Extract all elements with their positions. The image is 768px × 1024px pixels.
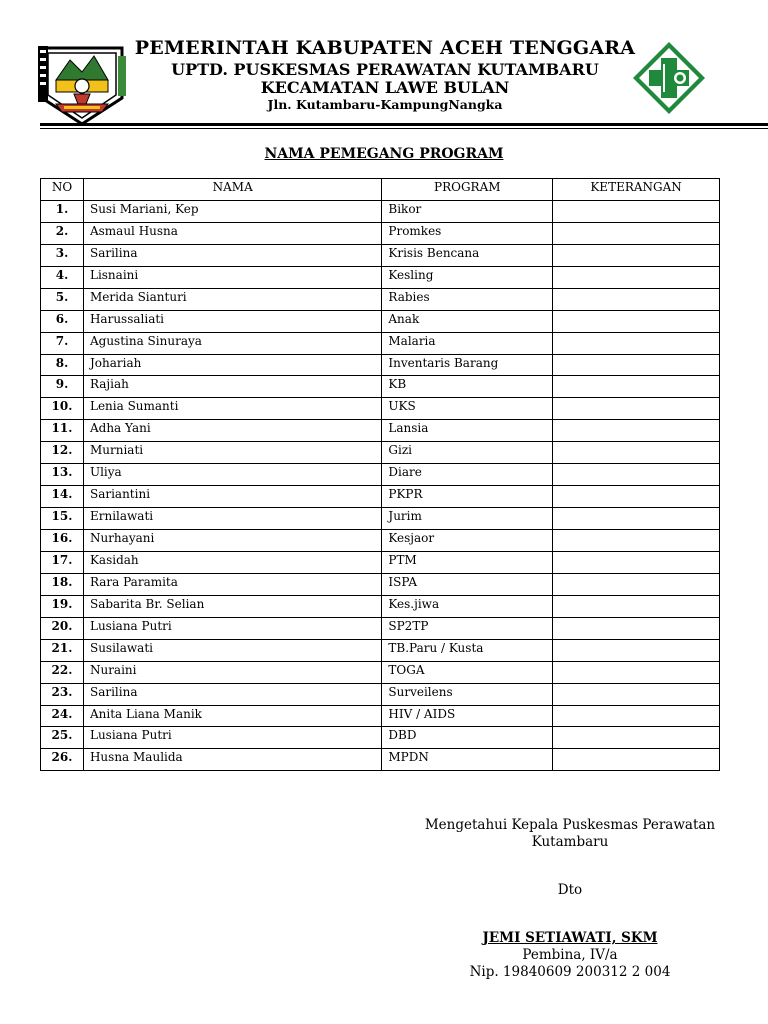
cell-nama: Harussaliati xyxy=(83,310,381,332)
table-row xyxy=(41,310,720,332)
cell-program: PKPR xyxy=(382,486,553,508)
table-row xyxy=(41,398,720,420)
signature-acknowledgement: Mengetahui Kepala Puskesmas Perawatan xyxy=(424,817,716,833)
cell-keterangan xyxy=(553,288,720,310)
cell-keterangan xyxy=(553,222,720,244)
cell-no: 25. xyxy=(41,727,84,749)
cell-nama: Sabarita Br. Selian xyxy=(83,595,381,617)
cell-program: TOGA xyxy=(382,661,553,683)
cell-program: Inventaris Barang xyxy=(382,354,553,376)
cell-no: 7. xyxy=(41,332,84,354)
cell-keterangan xyxy=(553,420,720,442)
cell-program: Diare xyxy=(382,464,553,486)
cell-keterangan xyxy=(553,508,720,530)
cell-keterangan xyxy=(553,573,720,595)
cell-program: Gizi xyxy=(382,442,553,464)
cell-keterangan xyxy=(553,749,720,771)
cell-program: Kesjaor xyxy=(382,530,553,552)
cell-keterangan xyxy=(553,200,720,222)
cell-keterangan xyxy=(553,310,720,332)
cell-program: Surveilens xyxy=(382,683,553,705)
cell-program: KB xyxy=(382,376,553,398)
cell-program: MPDN xyxy=(382,749,553,771)
cell-no: 17. xyxy=(41,551,84,573)
cell-nama: Anita Liana Manik xyxy=(83,705,381,727)
cell-no: 21. xyxy=(41,639,84,661)
header-government: PEMERINTAH KABUPATEN ACEH TENGGARA xyxy=(134,37,636,59)
cell-keterangan xyxy=(553,705,720,727)
cell-nama: Susilawati xyxy=(83,639,381,661)
cell-nama: Sarilina xyxy=(83,683,381,705)
cell-keterangan xyxy=(553,376,720,398)
column-header-no: NO xyxy=(41,179,84,201)
header-divider-thick xyxy=(40,123,768,126)
table-row xyxy=(41,266,720,288)
table-row xyxy=(41,508,720,530)
cell-nama: Nuraini xyxy=(83,661,381,683)
table-row xyxy=(41,222,720,244)
cell-nama: Lusiana Putri xyxy=(83,617,381,639)
table-row xyxy=(41,617,720,639)
header-institution: UPTD. PUSKESMAS PERAWATAN KUTAMBARU xyxy=(171,60,599,79)
cell-no: 11. xyxy=(41,420,84,442)
cell-program: Promkes xyxy=(382,222,553,244)
cell-keterangan xyxy=(553,639,720,661)
document-title: NAMA PEMEGANG PROGRAM xyxy=(264,146,504,162)
cell-no: 10. xyxy=(41,398,84,420)
cell-program: Malaria xyxy=(382,332,553,354)
table-row xyxy=(41,661,720,683)
cell-nama: Murniati xyxy=(83,442,381,464)
cell-no: 4. xyxy=(41,266,84,288)
cell-keterangan xyxy=(553,727,720,749)
cell-no: 8. xyxy=(41,354,84,376)
cell-keterangan xyxy=(553,683,720,705)
signatory-rank: Pembina, IV/a xyxy=(522,947,618,963)
cell-program: SP2TP xyxy=(382,617,553,639)
table-row xyxy=(41,420,720,442)
table-row xyxy=(41,749,720,771)
cell-program: Krisis Bencana xyxy=(382,244,553,266)
cell-program: HIV / AIDS xyxy=(382,705,553,727)
cell-no: 13. xyxy=(41,464,84,486)
table-row xyxy=(41,332,720,354)
cell-nama: Adha Yani xyxy=(83,420,381,442)
table-row xyxy=(41,464,720,486)
signatory-name: JEMI SETIAWATI, SKM xyxy=(482,930,658,946)
header-address: Jln. Kutambaru-KampungNangka xyxy=(267,97,503,112)
cell-no: 16. xyxy=(41,530,84,552)
table-row xyxy=(41,573,720,595)
cell-nama: Johariah xyxy=(83,354,381,376)
cell-no: 6. xyxy=(41,310,84,332)
cell-nama: Lisnaini xyxy=(83,266,381,288)
cell-keterangan xyxy=(553,398,720,420)
table-row xyxy=(41,354,720,376)
cell-keterangan xyxy=(553,266,720,288)
header-divider-thin xyxy=(40,128,768,129)
cell-nama: Susi Mariani, Kep xyxy=(83,200,381,222)
cell-keterangan xyxy=(553,530,720,552)
cell-nama: Asmaul Husna xyxy=(83,222,381,244)
cell-program: PTM xyxy=(382,551,553,573)
cell-nama: Sariantini xyxy=(83,486,381,508)
cell-keterangan xyxy=(553,442,720,464)
cell-no: 14. xyxy=(41,486,84,508)
cell-program: DBD xyxy=(382,727,553,749)
cell-no: 18. xyxy=(41,573,84,595)
cell-program: Kes.jiwa xyxy=(382,595,553,617)
cell-keterangan xyxy=(553,617,720,639)
cell-no: 1. xyxy=(41,200,84,222)
cell-keterangan xyxy=(553,595,720,617)
cell-program: TB.Paru / Kusta xyxy=(382,639,553,661)
table-row xyxy=(41,442,720,464)
table-row xyxy=(41,486,720,508)
cell-no: 5. xyxy=(41,288,84,310)
cell-nama: Lusiana Putri xyxy=(83,727,381,749)
header-district: KECAMATAN LAWE BULAN xyxy=(260,78,510,97)
cell-nama: Rajiah xyxy=(83,376,381,398)
cell-nama: Nurhayani xyxy=(83,530,381,552)
cell-program: Bikor xyxy=(382,200,553,222)
table-row xyxy=(41,705,720,727)
program-holder-table xyxy=(40,178,720,771)
cell-program: Anak xyxy=(382,310,553,332)
cell-program: UKS xyxy=(382,398,553,420)
cell-keterangan xyxy=(553,332,720,354)
column-header-program: PROGRAM xyxy=(382,179,553,201)
cell-no: 12. xyxy=(41,442,84,464)
table-row xyxy=(41,530,720,552)
table-row xyxy=(41,683,720,705)
table-row xyxy=(41,200,720,222)
cell-keterangan xyxy=(553,464,720,486)
table-row xyxy=(41,244,720,266)
table-header-row xyxy=(41,179,720,201)
puskesmas-cross-logo xyxy=(631,40,707,116)
table-row xyxy=(41,595,720,617)
column-header-keterangan: KETERANGAN xyxy=(553,179,720,201)
cell-no: 20. xyxy=(41,617,84,639)
cell-nama: Merida Sianturi xyxy=(83,288,381,310)
table-row xyxy=(41,727,720,749)
cell-no: 23. xyxy=(41,683,84,705)
cell-nama: Sarilina xyxy=(83,244,381,266)
table-row xyxy=(41,639,720,661)
cell-nama: Rara Paramita xyxy=(83,573,381,595)
cell-keterangan xyxy=(553,244,720,266)
cell-no: 24. xyxy=(41,705,84,727)
signatory-nip: Nip. 19840609 200312 2 004 xyxy=(469,964,671,980)
cell-keterangan xyxy=(553,354,720,376)
cell-nama: Ernilawati xyxy=(83,508,381,530)
cell-no: 2. xyxy=(41,222,84,244)
cell-no: 19. xyxy=(41,595,84,617)
cell-no: 15. xyxy=(41,508,84,530)
cell-no: 9. xyxy=(41,376,84,398)
cell-nama: Lenia Sumanti xyxy=(83,398,381,420)
table-row xyxy=(41,288,720,310)
cell-nama: Agustina Sinuraya xyxy=(83,332,381,354)
regency-emblem-logo xyxy=(34,42,130,126)
cell-keterangan xyxy=(553,551,720,573)
cell-keterangan xyxy=(553,661,720,683)
column-header-nama: NAMA xyxy=(83,179,381,201)
cell-no: 22. xyxy=(41,661,84,683)
cell-program: Lansia xyxy=(382,420,553,442)
cell-keterangan xyxy=(553,486,720,508)
table-row xyxy=(41,376,720,398)
signature-mark: Dto xyxy=(557,882,583,898)
table-row xyxy=(41,551,720,573)
cell-program: ISPA xyxy=(382,573,553,595)
cell-nama: Uliya xyxy=(83,464,381,486)
cell-no: 26. xyxy=(41,749,84,771)
cell-program: Kesling xyxy=(382,266,553,288)
cell-program: Rabies xyxy=(382,288,553,310)
signature-location: Kutambaru xyxy=(531,834,609,850)
cell-nama: Husna Maulida xyxy=(83,749,381,771)
cell-program: Jurim xyxy=(382,508,553,530)
cell-nama: Kasidah xyxy=(83,551,381,573)
cell-no: 3. xyxy=(41,244,84,266)
